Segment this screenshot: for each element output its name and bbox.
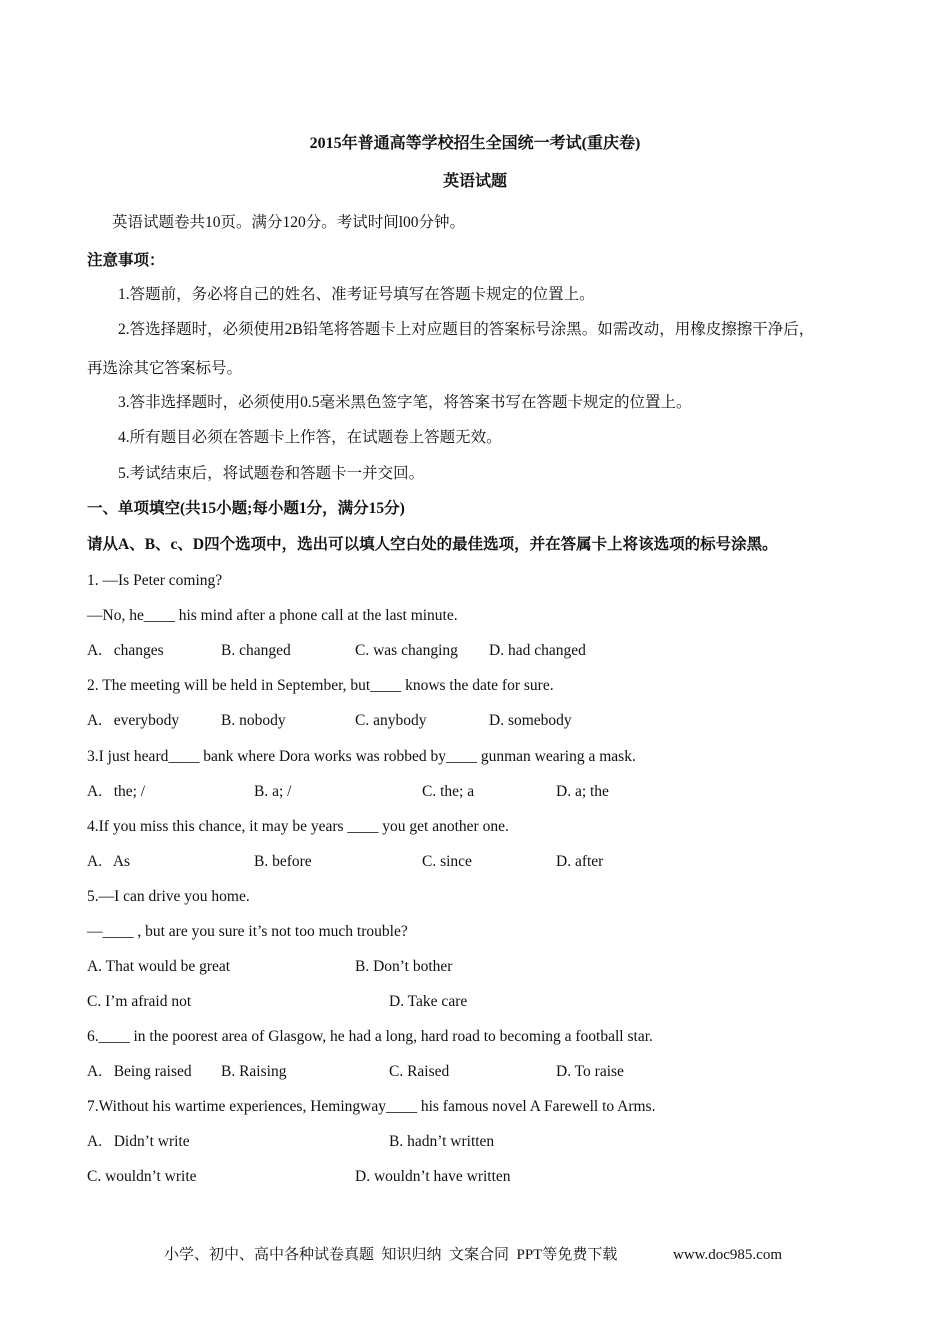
question-stem: 5.—I can drive you home. — [87, 888, 250, 905]
question-stem: 3.I just heard____ bank where Dora works was robbed by____ gunman wearing a mask. — [87, 748, 636, 765]
notice-item: 4.所有题目必须在答题卡上作答，在试题卷上答题无效。 — [118, 429, 502, 446]
question-stem: 6.____ in the poorest area of Glasgow, he had a long, hard road to becoming a football star. — [87, 1028, 653, 1045]
option-d: D. after — [556, 853, 604, 870]
question-stem: —____ , but are you sure it’s not too much trouble? — [87, 923, 408, 940]
option-b: B. changed — [221, 642, 291, 659]
option-d: D. a; the — [556, 783, 609, 800]
option-c: C. I’m afraid not — [87, 993, 192, 1010]
option-c: C. Raised — [389, 1063, 450, 1080]
question-stem: 4.If you miss this chance, it may be years ____ you get another one. — [87, 818, 509, 835]
question-stem: 2. The meeting will be held in September, but____ knows the date for sure. — [87, 677, 554, 694]
option-a: A. As — [87, 853, 131, 870]
option-b: B. nobody — [221, 712, 286, 729]
option-a: A. everybody — [87, 712, 180, 729]
section-instruction: 请从A、B、c、D四个选项中，选出可以填人空白处的最佳选项，并在答属卡上将该选项的标号涂黑。 — [87, 536, 778, 553]
notice-item-continued: 再选涂其它答案标号。 — [87, 360, 243, 377]
option-c: C. was changing — [355, 642, 458, 659]
notice-item: 3.答非选择题时，必须使用0.5毫米黑色签字笔，将答案书写在答题卡规定的位置上。 — [118, 394, 692, 411]
option-a: A. changes — [87, 642, 164, 659]
option-d: D. wouldn’t have written — [355, 1168, 511, 1185]
option-b: B. hadn’t written — [389, 1133, 495, 1150]
section-heading: 一、单项填空(共15小题;每小题1分，满分15分) — [87, 500, 405, 517]
notice-item: 1.答题前，务必将自己的姓名、准考证号填写在答题卡规定的位置上。 — [118, 286, 595, 303]
question-stem: 1. —Is Peter coming? — [87, 572, 223, 589]
option-c: C. since — [422, 853, 472, 870]
option-a: A. Being raised — [87, 1063, 192, 1080]
option-a: A. Didn’t write — [87, 1133, 190, 1150]
option-c: C. wouldn’t write — [87, 1168, 197, 1185]
question-stem: 7.Without his wartime experiences, Hemingway____ his famous novel A Farewell to Arms. — [87, 1098, 656, 1115]
option-b: B. Don’t bother — [355, 958, 453, 975]
option-b: B. Raising — [221, 1063, 287, 1080]
option-a: A. That would be great — [87, 958, 231, 975]
notice-heading: 注意事项： — [87, 252, 165, 269]
exam-title: 2015年普通高等学校招生全国统一考试(重庆卷) — [309, 135, 641, 152]
option-b: B. before — [254, 853, 312, 870]
footer-text: 小学、初中、高中各种试卷真题 知识归纳 文案合同 PPT等免费下载 — [164, 1247, 618, 1263]
question-stem: —No, he____ his mind after a phone call at the last minute. — [87, 607, 458, 624]
option-c: C. the; a — [422, 783, 475, 800]
option-d: D. Take care — [389, 993, 468, 1010]
intro-text: 英语试题卷共10页。满分120分。考试时间l00分钟。 — [112, 214, 466, 231]
option-c: C. anybody — [355, 712, 427, 729]
exam-subtitle: 英语试题 — [442, 173, 507, 190]
option-b: B. a; / — [254, 783, 292, 800]
option-d: D. somebody — [489, 712, 572, 729]
notice-item: 2.答选择题时，必须使用2B铅笔将答题卡上对应题目的答案标号涂黑。如需改动，用橡皮擦擦干净后， — [118, 321, 815, 338]
notice-item: 5.考试结束后，将试题卷和答题卡一并交回。 — [118, 465, 425, 482]
option-a: A. the; / — [87, 783, 146, 800]
option-d: D. had changed — [489, 642, 586, 659]
footer-url[interactable]: www.doc985.com — [673, 1247, 783, 1263]
option-d: D. To raise — [556, 1063, 624, 1080]
